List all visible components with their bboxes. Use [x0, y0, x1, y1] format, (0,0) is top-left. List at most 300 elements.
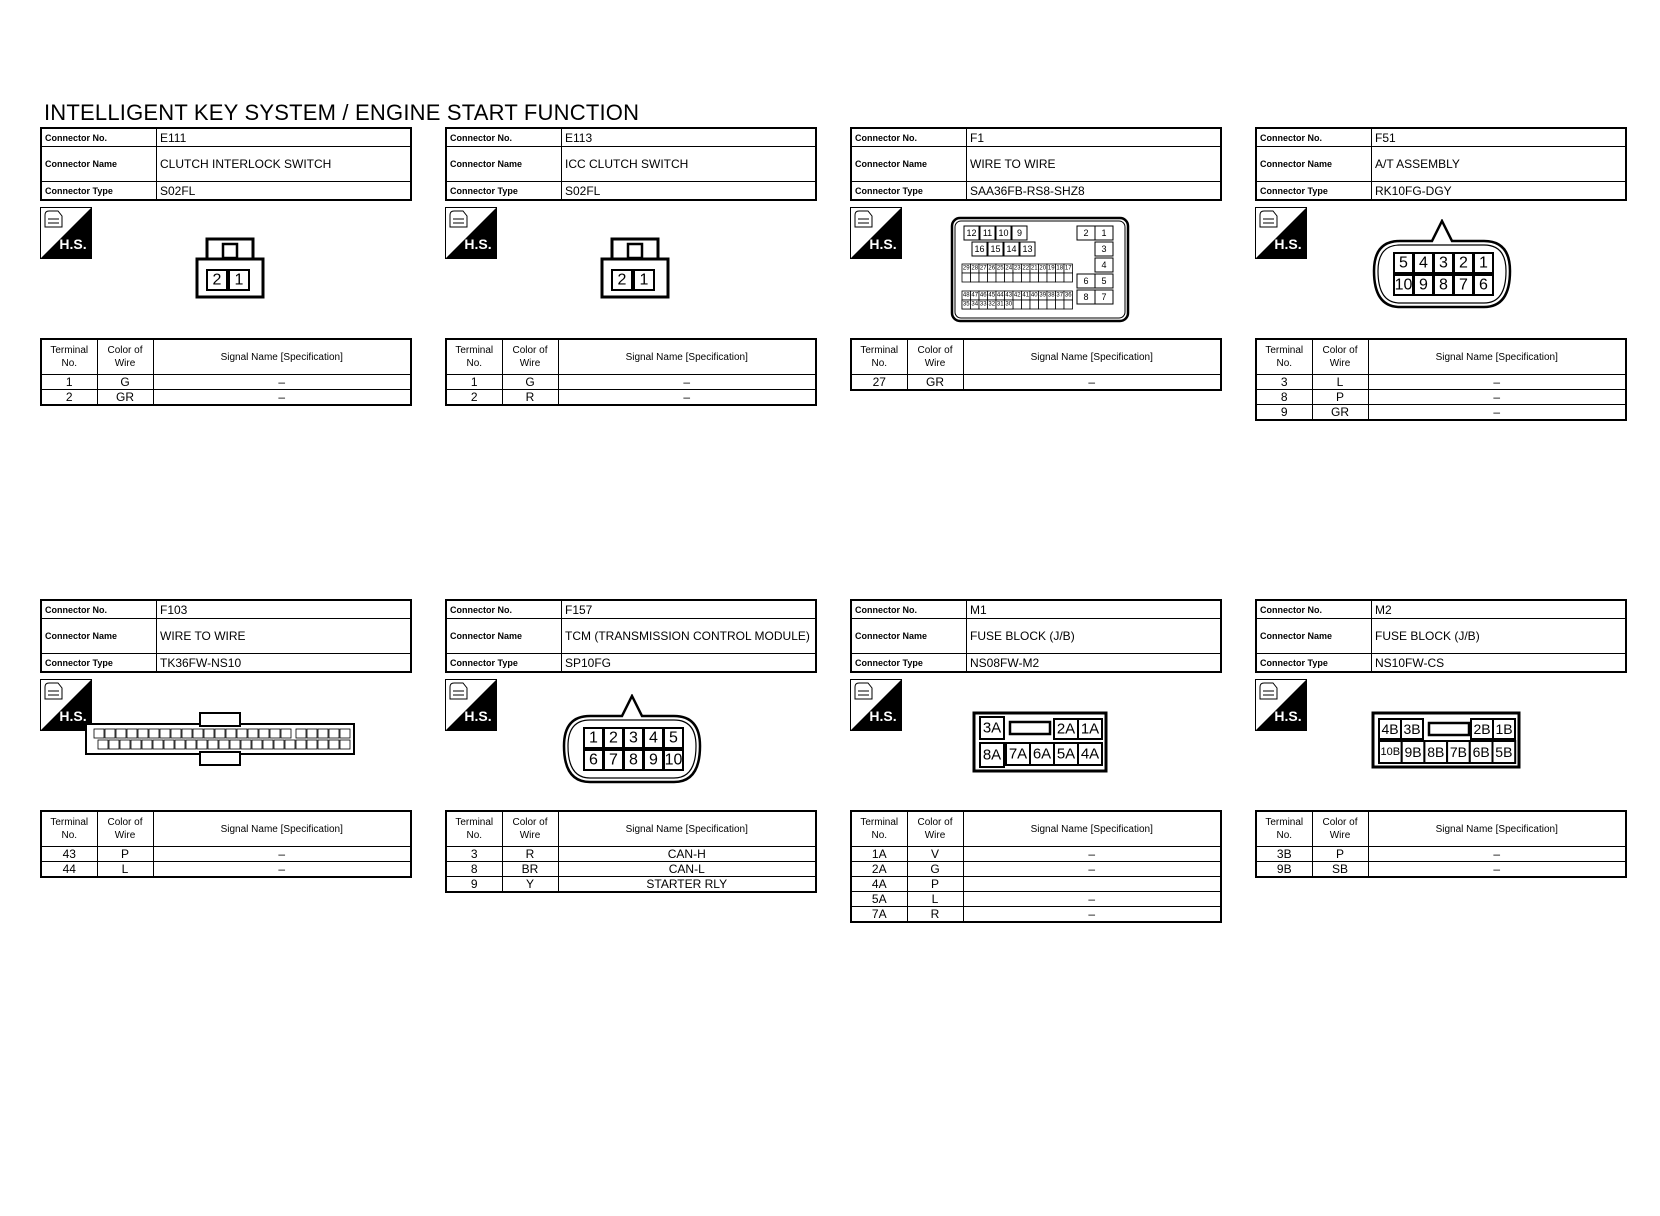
pin-label: 35	[962, 301, 970, 308]
connector-no-label: Connector No.	[446, 600, 562, 619]
connector-type-label: Connector Type	[41, 182, 157, 201]
terminal-no-header	[446, 339, 502, 375]
pin-cell	[142, 740, 152, 749]
connector-no-row	[1256, 600, 1626, 619]
connector-no-row	[41, 128, 411, 147]
terminal-no-cell: 1	[41, 375, 97, 390]
pin-cell	[274, 740, 284, 749]
signal-name-cell: –	[153, 375, 411, 390]
signal-name-cell: –	[153, 847, 411, 862]
pin-label: 1A	[1080, 720, 1100, 738]
terminal-no-cell: 2	[446, 390, 502, 406]
color-of-wire-header-text: Color of	[107, 817, 143, 828]
pin-cell	[252, 740, 262, 749]
signal-name-cell: –	[153, 862, 411, 878]
pin-label: 1	[1479, 254, 1488, 272]
table-row	[41, 847, 411, 862]
pin-cell	[340, 740, 350, 749]
connector-type-label: Connector Type	[41, 654, 157, 673]
harness-side-label: H.S.	[464, 236, 492, 252]
pin-label: 8	[1439, 276, 1448, 294]
terminal-no-header-text: No.	[466, 830, 483, 841]
connector-name-row	[851, 147, 1221, 182]
connector-type-row	[446, 182, 816, 201]
pin-cell	[263, 740, 273, 749]
wire-color-cell: Y	[502, 877, 558, 893]
connector-type-label: Connector Type	[1256, 182, 1372, 201]
connector-type-row	[851, 182, 1221, 201]
connector-no-row	[851, 600, 1221, 619]
harness-side-icon	[850, 207, 902, 259]
terminal-table	[1255, 338, 1627, 421]
pin-cell	[248, 729, 258, 738]
terminal-no-header-text: No.	[1276, 358, 1293, 369]
pin-label: 1	[1101, 228, 1107, 238]
pin-cell	[996, 273, 1005, 282]
pin-label: 21	[1030, 265, 1038, 272]
signal-name-cell: –	[558, 375, 816, 390]
pin-label: 37	[1056, 292, 1064, 299]
color-of-wire-header	[502, 811, 558, 847]
pin-cell	[219, 740, 229, 749]
pin-label: 2	[617, 271, 627, 289]
pin-cell	[153, 740, 163, 749]
terminal-no-cell: 9	[446, 877, 502, 893]
connector-face-diagram	[1371, 711, 1521, 769]
signal-name-cell: CAN-L	[558, 862, 816, 877]
connector-type-label: Connector Type	[446, 654, 562, 673]
harness-side-label: H.S.	[869, 708, 897, 724]
terminal-no-header-text: Terminal	[860, 817, 899, 828]
pin-label: 33	[979, 301, 987, 308]
pin-cell	[1022, 300, 1031, 309]
terminal-no-header-text: Terminal	[1265, 817, 1304, 828]
pin-label: 10	[664, 751, 683, 769]
connector-no-row	[41, 600, 411, 619]
connector-type-value: TK36FW-NS10	[157, 654, 412, 673]
signal-name-header: Signal Name [Specification]	[1368, 339, 1626, 375]
connector-panel	[40, 599, 412, 899]
terminal-no-cell: 3	[446, 847, 502, 862]
terminal-no-header	[851, 811, 907, 847]
connector-type-row	[1256, 654, 1626, 673]
pin-label: 3B	[1403, 721, 1421, 737]
pin-label: 4B	[1381, 721, 1399, 737]
connector-no-value: F1	[967, 128, 1222, 147]
pin-cell	[138, 729, 148, 738]
pin-cell	[307, 740, 317, 749]
terminal-no-header-text: No.	[61, 358, 78, 369]
pin-label: 1	[639, 271, 649, 289]
connector-type-label: Connector Type	[446, 182, 562, 201]
pin-label: 6B	[1472, 744, 1490, 760]
connector-panel	[850, 599, 1222, 924]
pin-cell	[285, 740, 295, 749]
pin-cell	[127, 729, 137, 738]
pin-label: 6A	[1032, 745, 1052, 763]
table-row	[851, 892, 1221, 907]
pin-cell	[241, 740, 251, 749]
signal-name-cell: –	[1368, 390, 1626, 405]
terminal-no-header	[1256, 339, 1312, 375]
table-row	[41, 390, 411, 406]
harness-side-icon	[1255, 679, 1307, 731]
connector-type-value: SP10FG	[562, 654, 817, 673]
connector-no-label: Connector No.	[1256, 128, 1372, 147]
connector-panel	[445, 599, 817, 899]
wire-color-cell: R	[502, 390, 558, 406]
connector-panel	[1255, 599, 1627, 899]
connector-name-value: ICC CLUTCH SWITCH	[562, 147, 817, 182]
pin-cell	[230, 740, 240, 749]
harness-side-icon	[445, 679, 497, 731]
connector-type-row	[851, 654, 1221, 673]
pin-label: 8	[629, 751, 638, 769]
terminal-no-cell: 8	[1256, 390, 1312, 405]
connector-face-diagram	[195, 237, 265, 299]
pin-label: 38	[1047, 292, 1055, 299]
pin-label: 20	[1039, 265, 1047, 272]
pin-label: 48	[962, 292, 970, 299]
signal-name-cell: –	[1368, 375, 1626, 390]
pin-label: 40	[1030, 292, 1038, 299]
terminal-table	[850, 338, 1222, 391]
pin-label: 4A	[1080, 745, 1100, 763]
pin-label: 18	[1056, 265, 1064, 272]
connector-name-value: A/T ASSEMBLY	[1372, 147, 1627, 182]
color-of-wire-header-text: Color of	[917, 345, 953, 356]
pin-label: 23	[1013, 265, 1021, 272]
pin-cell	[197, 740, 207, 749]
pin-cell	[329, 740, 339, 749]
connector-header-table	[445, 599, 817, 673]
color-of-wire-header-text: Color of	[107, 345, 143, 356]
terminal-no-header-text: No.	[61, 830, 78, 841]
connector-no-row	[1256, 128, 1626, 147]
wire-color-cell: L	[907, 892, 963, 907]
color-of-wire-header	[97, 339, 153, 375]
pin-cell	[131, 740, 141, 749]
color-of-wire-header-text: Wire	[1329, 358, 1351, 369]
connector-no-label: Connector No.	[851, 128, 967, 147]
pin-label: 17	[1064, 265, 1072, 272]
wire-color-cell: P	[1312, 847, 1368, 862]
terminal-no-header-text: Terminal	[50, 817, 89, 828]
connector-panel	[1255, 127, 1627, 427]
pin-label: 42	[1013, 292, 1021, 299]
connector-name-label: Connector Name	[41, 619, 157, 654]
wire-color-cell: GR	[907, 375, 963, 391]
connector-name-label: Connector Name	[41, 147, 157, 182]
connector-no-label: Connector No.	[41, 128, 157, 147]
pin-label: 15	[990, 244, 1001, 254]
color-of-wire-header-text: Wire	[924, 830, 946, 841]
pin-cell	[164, 740, 174, 749]
pin-cell	[1005, 273, 1014, 282]
connector-header-table	[850, 599, 1222, 673]
connector-header-table	[1255, 127, 1627, 201]
table-row	[851, 847, 1221, 862]
pin-label: 3	[1439, 254, 1448, 272]
wire-color-cell: GR	[1312, 405, 1368, 421]
terminal-table	[40, 810, 412, 878]
pin-label: 5	[1399, 254, 1408, 272]
connector-name-row	[41, 147, 411, 182]
pin-label: 16	[974, 244, 985, 254]
pin-cell	[98, 740, 108, 749]
table-row	[1256, 405, 1626, 421]
pin-label: 7A	[1008, 745, 1028, 763]
pin-cell	[182, 729, 192, 738]
color-of-wire-header	[907, 339, 963, 375]
pin-label: 10	[998, 228, 1009, 238]
pin-label: 3A	[982, 719, 1002, 737]
pin-label: 47	[971, 292, 979, 299]
connector-type-value: NS10FW-CS	[1372, 654, 1627, 673]
pin-cell	[296, 740, 306, 749]
connector-no-value: F103	[157, 600, 412, 619]
connector-name-label: Connector Name	[1256, 147, 1372, 182]
pin-cell	[1047, 300, 1056, 309]
pin-cell	[318, 740, 328, 749]
connector-name-label: Connector Name	[446, 619, 562, 654]
wire-color-cell: L	[1312, 375, 1368, 390]
pin-label: 6	[589, 751, 598, 769]
pin-label: 7	[1459, 276, 1468, 294]
pin-cell	[160, 729, 170, 738]
pin-label: 32	[988, 301, 996, 308]
connector-name-label: Connector Name	[446, 147, 562, 182]
color-of-wire-header-text: Color of	[512, 817, 548, 828]
terminal-no-cell: 5A	[851, 892, 907, 907]
connector-face-diagram	[562, 694, 702, 786]
connector-name-value: WIRE TO WIRE	[157, 619, 412, 654]
pin-cell	[193, 729, 203, 738]
terminal-table-header	[41, 339, 411, 375]
connector-name-value: WIRE TO WIRE	[967, 147, 1222, 182]
harness-side-icon	[40, 207, 92, 259]
signal-name-cell: –	[558, 390, 816, 406]
pin-cell	[307, 729, 317, 738]
connector-no-row	[446, 600, 816, 619]
connector-header-table	[1255, 599, 1627, 673]
connector-header-table	[40, 127, 412, 201]
pin-label: 3	[1101, 244, 1107, 254]
wire-color-cell: V	[907, 847, 963, 862]
harness-side-label: H.S.	[59, 236, 87, 252]
connector-face-diagram	[84, 711, 356, 767]
connector-no-label: Connector No.	[1256, 600, 1372, 619]
terminal-no-header	[41, 339, 97, 375]
harness-side-icon	[850, 679, 902, 731]
connector-panel	[40, 127, 412, 427]
pin-cell	[175, 740, 185, 749]
color-of-wire-header	[502, 339, 558, 375]
signal-name-header: Signal Name [Specification]	[558, 811, 816, 847]
pin-label: 25	[996, 265, 1004, 272]
terminal-table-header	[851, 811, 1221, 847]
terminal-no-cell: 9B	[1256, 862, 1312, 878]
pin-cell	[237, 729, 247, 738]
connector-type-value: SAA36FB-RS8-SHZ8	[967, 182, 1222, 201]
pin-label: 14	[1006, 244, 1017, 254]
table-row	[851, 862, 1221, 877]
pin-label: 2	[212, 271, 222, 289]
connector-name-label: Connector Name	[1256, 619, 1372, 654]
wire-color-cell: G	[502, 375, 558, 390]
connector-header-table	[40, 599, 412, 673]
pin-label: 2B	[1473, 721, 1491, 737]
table-row	[446, 375, 816, 390]
pin-label: 9	[1419, 276, 1428, 294]
color-of-wire-header-text: Color of	[1322, 817, 1358, 828]
color-of-wire-header-text: Wire	[114, 830, 136, 841]
connector-no-label: Connector No.	[41, 600, 157, 619]
pin-label: 5A	[1056, 745, 1076, 763]
table-row	[851, 375, 1221, 391]
color-of-wire-header-text: Wire	[924, 358, 946, 369]
connector-type-value: S02FL	[562, 182, 817, 201]
terminal-no-cell: 44	[41, 862, 97, 878]
connector-no-label: Connector No.	[446, 128, 562, 147]
color-of-wire-header-text: Color of	[512, 345, 548, 356]
signal-name-cell: –	[963, 375, 1221, 391]
pin-cell	[962, 273, 971, 282]
connector-no-label: Connector No.	[851, 600, 967, 619]
pin-cell	[318, 729, 328, 738]
terminal-no-header-text: No.	[871, 358, 888, 369]
connector-face-diagram	[1372, 219, 1512, 311]
pin-cell	[971, 273, 980, 282]
signal-name-header: Signal Name [Specification]	[963, 339, 1221, 375]
signal-name-header: Signal Name [Specification]	[963, 811, 1221, 847]
pin-label: 26	[988, 265, 996, 272]
terminal-no-cell: 8	[446, 862, 502, 877]
pin-label: 5	[1101, 276, 1107, 286]
pin-cell	[186, 740, 196, 749]
wire-color-cell: P	[907, 877, 963, 892]
connector-name-row	[446, 619, 816, 654]
pin-label: 27	[979, 265, 987, 272]
terminal-table-header	[446, 339, 816, 375]
pin-cell	[1064, 273, 1073, 282]
pin-cell	[1039, 300, 1048, 309]
pin-cell	[1013, 273, 1022, 282]
pin-cell	[226, 729, 236, 738]
pin-cell	[171, 729, 181, 738]
connector-type-row	[1256, 182, 1626, 201]
color-of-wire-header	[1312, 339, 1368, 375]
table-row	[446, 390, 816, 406]
pin-label: 7	[609, 751, 618, 769]
harness-side-icon	[445, 207, 497, 259]
terminal-no-cell: 3B	[1256, 847, 1312, 862]
wire-color-cell: BR	[502, 862, 558, 877]
pin-label: 31	[996, 301, 1004, 308]
connector-no-row	[851, 128, 1221, 147]
pin-label: 19	[1047, 265, 1055, 272]
pin-label: 8A	[982, 746, 1002, 764]
wire-color-cell: R	[502, 847, 558, 862]
connector-type-row	[446, 654, 816, 673]
pin-cell	[1047, 273, 1056, 282]
signal-name-cell: –	[963, 907, 1221, 923]
pin-cell	[120, 740, 130, 749]
connector-name-label: Connector Name	[851, 619, 967, 654]
pin-label: 9B	[1404, 744, 1422, 760]
harness-side-label: H.S.	[59, 708, 87, 724]
color-of-wire-header	[1312, 811, 1368, 847]
table-row	[41, 862, 411, 878]
connector-header-table	[445, 127, 817, 201]
wire-color-cell: G	[97, 375, 153, 390]
pin-label: 1	[589, 729, 598, 747]
terminal-no-cell: 2A	[851, 862, 907, 877]
pin-cell	[105, 729, 115, 738]
pin-label: 29	[962, 265, 970, 272]
color-of-wire-header-text: Wire	[519, 358, 541, 369]
wire-color-cell: P	[1312, 390, 1368, 405]
pin-label: 2	[1083, 228, 1089, 238]
pin-label: 1B	[1495, 721, 1513, 737]
connector-type-label: Connector Type	[851, 182, 967, 201]
pin-cell	[329, 729, 339, 738]
terminal-no-header	[41, 811, 97, 847]
pin-label: 11	[982, 228, 993, 238]
terminal-no-header-text: Terminal	[50, 345, 89, 356]
connector-type-value: S02FL	[157, 182, 412, 201]
color-of-wire-header-text: Color of	[1322, 345, 1358, 356]
pin-label: 12	[966, 228, 977, 238]
terminal-table	[1255, 810, 1627, 878]
connector-no-value: M2	[1372, 600, 1627, 619]
pin-cell	[109, 740, 119, 749]
connector-header-table	[850, 127, 1222, 201]
connector-face-diagram	[972, 711, 1108, 773]
table-row	[1256, 847, 1626, 862]
connector-panel	[445, 127, 817, 427]
terminal-table-header	[851, 339, 1221, 375]
pin-cell	[1030, 273, 1039, 282]
terminal-no-cell: 1A	[851, 847, 907, 862]
terminal-no-cell: 2	[41, 390, 97, 406]
pin-cell	[296, 729, 306, 738]
signal-name-cell: –	[963, 862, 1221, 877]
connector-type-value: NS08FW-M2	[967, 654, 1222, 673]
pin-label: 10B	[1380, 746, 1401, 758]
pin-cell	[149, 729, 159, 738]
harness-side-label: H.S.	[1274, 708, 1302, 724]
signal-name-cell: –	[1368, 405, 1626, 421]
connector-name-row	[1256, 619, 1626, 654]
connector-face-diagram	[600, 237, 670, 299]
terminal-no-header-text: Terminal	[455, 817, 494, 828]
signal-name-header: Signal Name [Specification]	[153, 339, 411, 375]
pin-cell	[979, 273, 988, 282]
pin-cell	[204, 729, 214, 738]
pin-label: 36	[1064, 292, 1072, 299]
terminal-no-cell: 7A	[851, 907, 907, 923]
connector-name-row	[851, 619, 1221, 654]
table-row	[446, 862, 816, 877]
signal-name-cell: –	[1368, 862, 1626, 878]
pin-cell	[116, 729, 126, 738]
pin-label: 6	[1479, 276, 1488, 294]
pin-label: 39	[1039, 292, 1047, 299]
signal-name-cell: –	[1368, 847, 1626, 862]
connector-name-value: FUSE BLOCK (J/B)	[967, 619, 1222, 654]
connector-no-value: E113	[562, 128, 817, 147]
